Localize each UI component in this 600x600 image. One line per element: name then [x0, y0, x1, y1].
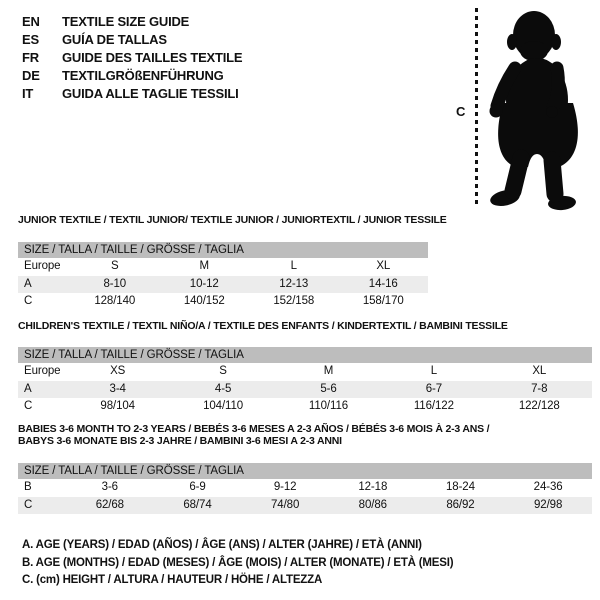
lang-label: GUIDA ALLE TAGLIE TESSILI: [62, 86, 239, 101]
size-cell: M: [323, 365, 334, 377]
size-cell: 92/98: [534, 498, 563, 511]
baby-silhouette-icon: [481, 8, 593, 212]
lang-label: GUIDE DES TAILLES TEXTILE: [62, 50, 243, 65]
table-row: [18, 381, 592, 399]
size-cell: 110/116: [308, 400, 349, 412]
size-cell: S: [110, 260, 119, 272]
size-cell: 98/104: [100, 400, 135, 412]
size-cell: 7-8: [531, 382, 548, 395]
section-title-line: JUNIOR TEXTILE / TEXTIL JUNIOR/ TEXTILE JUNIOR / JUNIORTEXTIL / JUNIOR TESSILE: [18, 214, 447, 226]
size-cell: XL: [376, 260, 391, 272]
size-cell: 86/92: [446, 498, 475, 511]
size-cell: 116/122: [413, 400, 454, 412]
size-cell: 14-16: [368, 277, 398, 290]
language-row: [22, 49, 242, 67]
size-cell: 6-9: [189, 481, 206, 493]
section-title: [18, 320, 592, 332]
size-table-junior: [18, 242, 428, 311]
footnote-line: B. AGE (MONTHS) / EDAD (MESES) / ÂGE (MOIS) / ALTER (MONATE) / ETÀ (MESI): [22, 556, 454, 569]
size-cell: 3-4: [109, 382, 126, 395]
size-cell: 4-5: [214, 382, 232, 395]
size-cell: 12-13: [279, 277, 309, 290]
section-children-textile: [18, 320, 592, 416]
section-title: [18, 423, 592, 447]
row-label: A: [24, 277, 32, 290]
height-measure-label: C: [456, 104, 466, 119]
size-cell: 62/68: [95, 498, 124, 511]
table-row: [18, 363, 592, 381]
size-cell: 24-36: [533, 481, 563, 493]
lang-code: FR: [22, 50, 39, 65]
row-label: Europe: [24, 365, 61, 377]
size-cell: S: [219, 365, 227, 377]
lang-code: DE: [22, 68, 40, 83]
size-cell: L: [290, 260, 297, 272]
table-row: [18, 276, 428, 294]
size-cell: 104/110: [203, 400, 244, 412]
size-cell: XS: [110, 365, 126, 377]
lang-label: TEXTILGRÖßENFÜHRUNG: [62, 68, 224, 83]
height-measure-line: [475, 8, 478, 208]
size-header-bar: SIZE / TALLA / TAILLE / GRÖSSE / TAGLIA: [18, 242, 428, 258]
size-cell: 8-10: [103, 277, 127, 290]
size-cell: 3-6: [101, 481, 118, 493]
section-title-line: BABIES 3-6 MONTH TO 2-3 YEARS / BEBÉS 3-6 MESES A 2-3 AÑOS / BÉBÉS 3-6 MOIS À 2-3 ANS /: [18, 423, 490, 435]
lang-label: TEXTILE SIZE GUIDE: [62, 14, 190, 29]
size-header-bar: SIZE / TALLA / TAILLE / GRÖSSE / TAGLIA: [18, 463, 592, 479]
size-cell: L: [430, 365, 438, 377]
size-cell: 152/158: [273, 295, 315, 307]
section-title: [18, 214, 447, 226]
footnote-line: C. (cm) HEIGHT / ALTURA / HAUTEUR / HÖHE / ALTEZZA: [22, 574, 323, 586]
language-row: [22, 31, 242, 49]
lang-code: IT: [22, 86, 34, 101]
size-header-bar: SIZE / TALLA / TAILLE / GRÖSSE / TAGLIA: [18, 347, 592, 363]
size-cell: 122/128: [518, 400, 560, 412]
section-babies-textile: [18, 423, 592, 514]
section-title-line: CHILDREN'S TEXTILE / TEXTIL NIÑO/A / TEXTILE DES ENFANTS / KINDERTEXTIL / BAMBINI TESSILE: [18, 320, 508, 332]
language-title-block: [22, 13, 242, 103]
size-cell: 140/152: [183, 295, 225, 307]
row-label: C: [24, 498, 33, 511]
size-cell: 6-7: [425, 382, 443, 395]
size-table-babies: [18, 463, 592, 514]
size-cell: 9-12: [273, 481, 297, 493]
lang-label: GUÍA DE TALLAS: [62, 32, 167, 47]
size-cell: M: [199, 260, 209, 272]
size-cell: 80/86: [358, 498, 387, 511]
table-row: [18, 479, 592, 497]
size-cell: 5-6: [320, 382, 337, 395]
size-cell: 12-18: [358, 481, 388, 493]
table-row: [18, 293, 428, 311]
size-cell: 158/170: [362, 295, 404, 307]
lang-code: EN: [22, 14, 40, 29]
row-label: C: [24, 400, 33, 412]
size-cell: 128/140: [94, 295, 136, 307]
height-figure: [440, 0, 600, 220]
section-junior-textile: [18, 214, 447, 311]
footnote-line: A. AGE (YEARS) / EDAD (AÑOS) / ÂGE (ANS) / ALTER (JAHRE) / ETÀ (ANNI): [22, 539, 422, 551]
size-cell: XL: [532, 365, 547, 377]
size-cell: 68/74: [183, 498, 212, 511]
row-label: B: [24, 481, 32, 493]
section-title-line: BABYS 3-6 MONATE BIS 2-3 JAHRE / BAMBINI 3-6 MESI A 2-3 ANNI: [18, 435, 342, 447]
size-table-children: [18, 347, 592, 416]
row-label: C: [24, 295, 33, 307]
row-label: A: [24, 382, 32, 395]
table-row: [18, 497, 592, 515]
lang-code: ES: [22, 32, 39, 47]
size-cell: 10-12: [189, 277, 219, 290]
footnotes: [22, 537, 453, 590]
table-row: [18, 258, 428, 276]
language-row: [22, 85, 242, 103]
language-row: [22, 67, 242, 85]
table-row: [18, 398, 592, 416]
size-cell: 18-24: [445, 481, 475, 493]
size-cell: 74/80: [271, 498, 300, 511]
language-row: [22, 13, 242, 31]
row-label: Europe: [24, 260, 61, 272]
